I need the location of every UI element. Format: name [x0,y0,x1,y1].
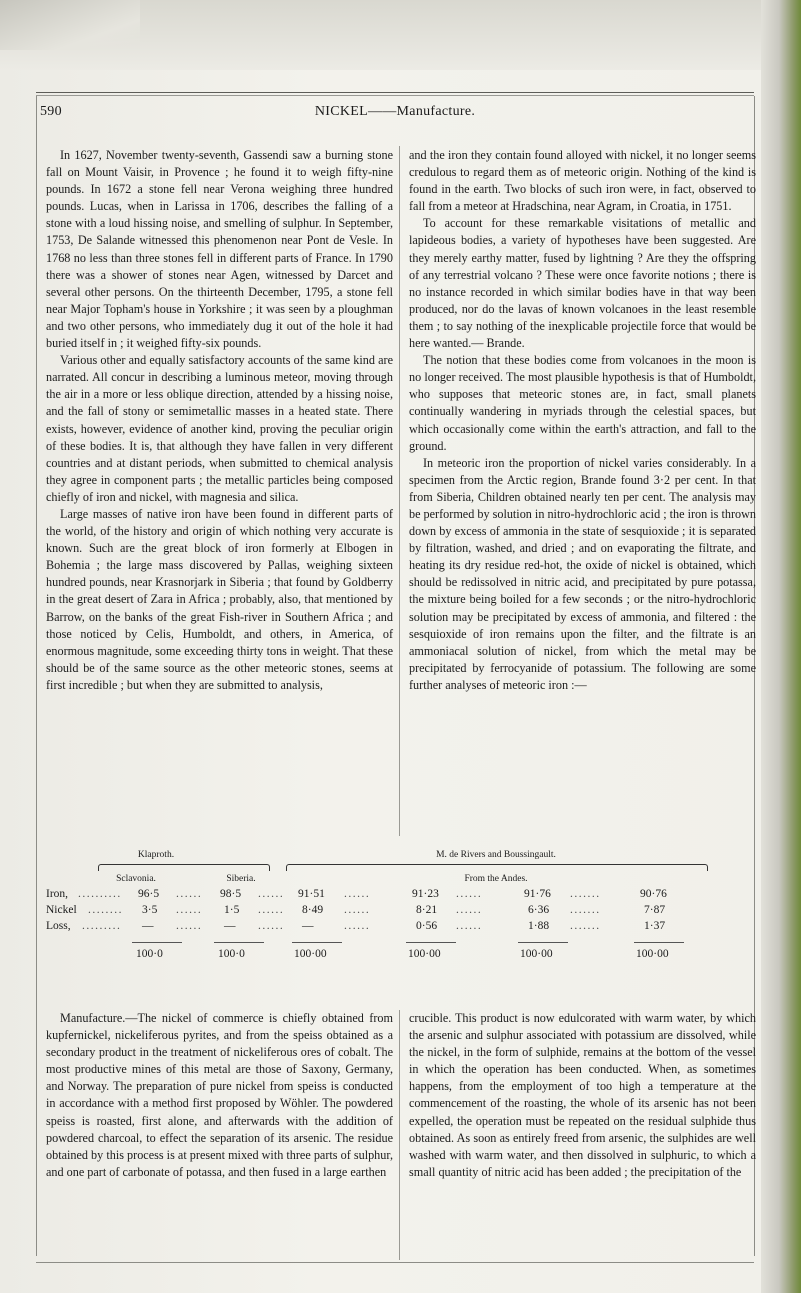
sum-rule [214,942,264,943]
sum-rule [292,942,342,943]
table-total: 100·00 [294,948,327,960]
table-row-label: Nickel [46,904,77,916]
sum-rule [132,942,182,943]
table-cell: 7·87 [644,904,666,916]
table-brace [286,864,708,871]
paragraph: Various other and equally satisfactory accounts of the same kind are narrated. All concur in describing a luminous meteor, moving through the air in a more or less oblique direction, attended by a hissing noise, and the fall of stony or semimetallic masses in a heated state. There exists, however, evidence of another kind, proving the peculiar origin of these bodies. It is, that although they have fallen in very different countries and at distant periods, when submitted to chemical analysis they agree in component parts ; the metallic particles being composed chiefly of iron and nickel, with magnesia and silica. [46,353,393,504]
table-cell: 8·49 [302,904,324,916]
table-cell: — [224,920,236,932]
leader-dots: ....... [570,904,601,916]
bottom-rule [36,1262,754,1263]
leader-dots: .......... [78,888,122,900]
sum-rule [634,942,684,943]
table-total: 100·00 [636,948,669,960]
table-cell: 98·5 [220,888,242,900]
leader-dots: ...... [258,920,285,932]
table-cell: 91·51 [298,888,325,900]
table-cell: 91·23 [412,888,439,900]
scan-right-edge [761,0,801,1293]
table-cell: 90·76 [640,888,667,900]
running-header [36,104,754,126]
paragraph: The notion that these bodies come from volcanoes in the moon is no longer received. The most plausible hypothesis is that of Humboldt, who supposes that meteoric stones are, in fact, small planets continually wandering in myriads through the celestial spaces, but which occasionally come within the earth's attraction, and fall to the ground. [409,353,756,453]
paragraph: crucible. This product is now edulcorated with warm water, by which the arsenic and sulphur associated with potassium are dissolved, while the nickel, in the form of sulphide, remains at the bottom of the vessel in which the operation has been conducted. When, as sometimes happens, from the employment of too high a temperature at the commencement of the roasting, the whole of its arsenic has not been expelled, the operation must be repeated on the residual sulphide thus obtained. As soon as entirely freed from arsenic, the sulphides are well washed with warm water, and then dissolved in sulphuric, to which a small quantity of nitric acid has been added ; the precipitation of the [409,1011,756,1179]
sum-rule [518,942,568,943]
leader-dots: ....... [570,920,601,932]
table-cell: 6·36 [528,904,550,916]
leader-dots: ...... [258,904,285,916]
leader-dots: ...... [456,920,483,932]
leader-dots: ...... [344,920,371,932]
left-column [46,147,393,694]
paragraph: In meteoric iron the proportion of nickel varies considerably. In a specimen from the Arctic region, Brande found 3·2 per cent. In that from Siberia, Children obtained nearly ten per cent. The analysis may be performed by solution in nitro-hydrochloric acid ; the iron is thrown down by excess of ammonia in the state of sesquioxide ; it is separated by filtration, washed, and dried ; and on evaporating the filtrate, and heating its dry residue red-hot, the oxide of nickel is obtained, which should be redissolved in nitric acid, and precipitated by pure potassa, the mixture being boiled for a few seconds ; or the nitro-hydrochloric solution may be precipitated by excess of ammonia, and filtered : the sesquioxide of iron remains upon the filter, and the filtrate is an ammoniacal solution of nickel, from which the metal may be precipitated by ferrocyanide of potassium. The following are some further analyses of meteoric iron :— [409,455,756,692]
manufacture-right-column [409,1010,756,1181]
sum-rule [406,942,456,943]
table-sub-header: From the Andes. [464,874,528,884]
column-divider-bottom [399,1010,400,1260]
paragraph: Large masses of native iron have been found in different parts of the world, of the history and origin of which nothing very accurate is known. Such are the great block of iron formerly at Elbogen in Bohemia ; the large mass discovered by Pallas, weighing sixteen hundred pounds, near Krasnorjark in Siberia ; that found by Goldberry in the great desert of Zara in Africa ; probably, also, that mentioned by Barrow, on the banks of the great Fish-river in Southern Africa ; and those noticed by Celis, Humboldt, and others, in America, of enormous magnitude, some exceeding thirty tons in weight. That these should be of the same source as the other meteoric stones, seems at first incredible ; but when they are submitted to analysis, [46,506,393,692]
table-brace [98,864,270,871]
leader-dots: ........ [88,904,123,916]
table-cell: 3·5 [142,904,158,916]
column-divider-top [399,146,400,836]
table-group-header: M. de Rivers and Boussingault. [436,850,556,860]
analysis-table [36,850,754,1000]
leader-dots: ...... [456,888,483,900]
table-row-label: Iron, [46,888,69,900]
paragraph: To account for these remarkable visitations of metallic and lapideous bodies, a variety of hypotheses have been suggested. Are they merely earthy matter, fused by lightning ? Are they the offspring of any terrestrial volcano ? These were once favorite notions ; there is no instance recorded in which similar bodies have in that way been produced, nor do the lavas of known volcanoes in the least resemble them ; to say nothing of the inexplicable projectile force that would be here wanted.— Brande. [409,216,756,351]
leader-dots: ...... [344,904,371,916]
table-total: 100·0 [136,948,163,960]
page-number: 590 [40,104,62,119]
leader-dots: ...... [456,904,483,916]
table-total: 100·0 [218,948,245,960]
table-cell: 96·5 [138,888,160,900]
leader-dots: ...... [258,888,285,900]
table-cell: — [142,920,154,932]
paragraph: Manufacture.—The nickel of commerce is chiefly obtained from kupfernickel, nickeliferous pyrites, and from the speiss obtained as a secondary product in the treatment of nickeliferous ores of cobalt. The most productive mines of this metal are those of Saxony, Germany, and Norway. The preparation of pure nickel from speiss is conducted in accordance with a method first proposed by Wöhler. The powdered speiss is roasted, first alone, and afterwards with the addition of powdered charcoal, to effect the separation of its arsenic. The residue obtained by this process is at present mixed with three parts of sulphur, and one part of carbonate of potassa, and then fused in a large earthen [46,1011,393,1179]
page-title: NICKEL——Manufacture. [314,104,476,119]
top-rule-2 [36,95,754,96]
table-cell: 1·37 [644,920,666,932]
top-rule [36,92,754,93]
table-cell: 1·88 [528,920,550,932]
table-sub-header: Sclavonia. [116,874,156,884]
table-total: 100·00 [408,948,441,960]
leader-dots: ...... [344,888,371,900]
paragraph: In 1627, November twenty-seventh, Gassendi saw a burning stone fall on Mount Vaisir, in Provence ; he found it to weigh fifty-nine pounds. In 1672 a stone fell near Verona weighing three hundred pounds. Lucas, when in Larissa in 1706, describes the falling of a stone with a loud hissing noise, and smelling of sulphur. In September, 1753, De Salande witnessed this phenomenon near Pont de Vesle. In 1768 no less than three stones fell in different parts of France. In 1790 there was a shower of stones near Agen, witnessed by Darcet and several other persons. On the thirteenth December, 1795, a stone fell near Major Topham's house in Yorkshire ; it was seen by a ploughman and two other persons, who immediately dug it out of the hole it had buried itself in ; it weighed fifty-six pounds. [46,148,393,351]
table-group-header: Klaproth. [137,850,175,860]
table-total: 100·00 [520,948,553,960]
manufacture-left-column [46,1010,393,1181]
table-cell: 1·5 [224,904,240,916]
page-curl [0,0,140,50]
right-column [409,147,756,694]
left-border-rule [36,96,37,1256]
leader-dots: ......... [82,920,122,932]
leader-dots: ...... [176,920,203,932]
leader-dots: ....... [570,888,601,900]
table-cell: — [302,920,314,932]
table-cell: 8·21 [416,904,438,916]
table-cell: 0·56 [416,920,438,932]
table-sub-header: Siberia. [226,874,256,884]
paragraph: and the iron they contain found alloyed with nickel, it no longer seems credulous to regard them as of meteoric origin. Nothing of the kind is found in the earth. Two blocks of such iron were, in fact, observed to fall from a meteor at Hradschina, near Agram, in Croatia, in 1751. [409,148,756,214]
leader-dots: ...... [176,888,203,900]
table-row-label: Loss, [46,920,71,932]
leader-dots: ...... [176,904,203,916]
table-cell: 91·76 [524,888,551,900]
